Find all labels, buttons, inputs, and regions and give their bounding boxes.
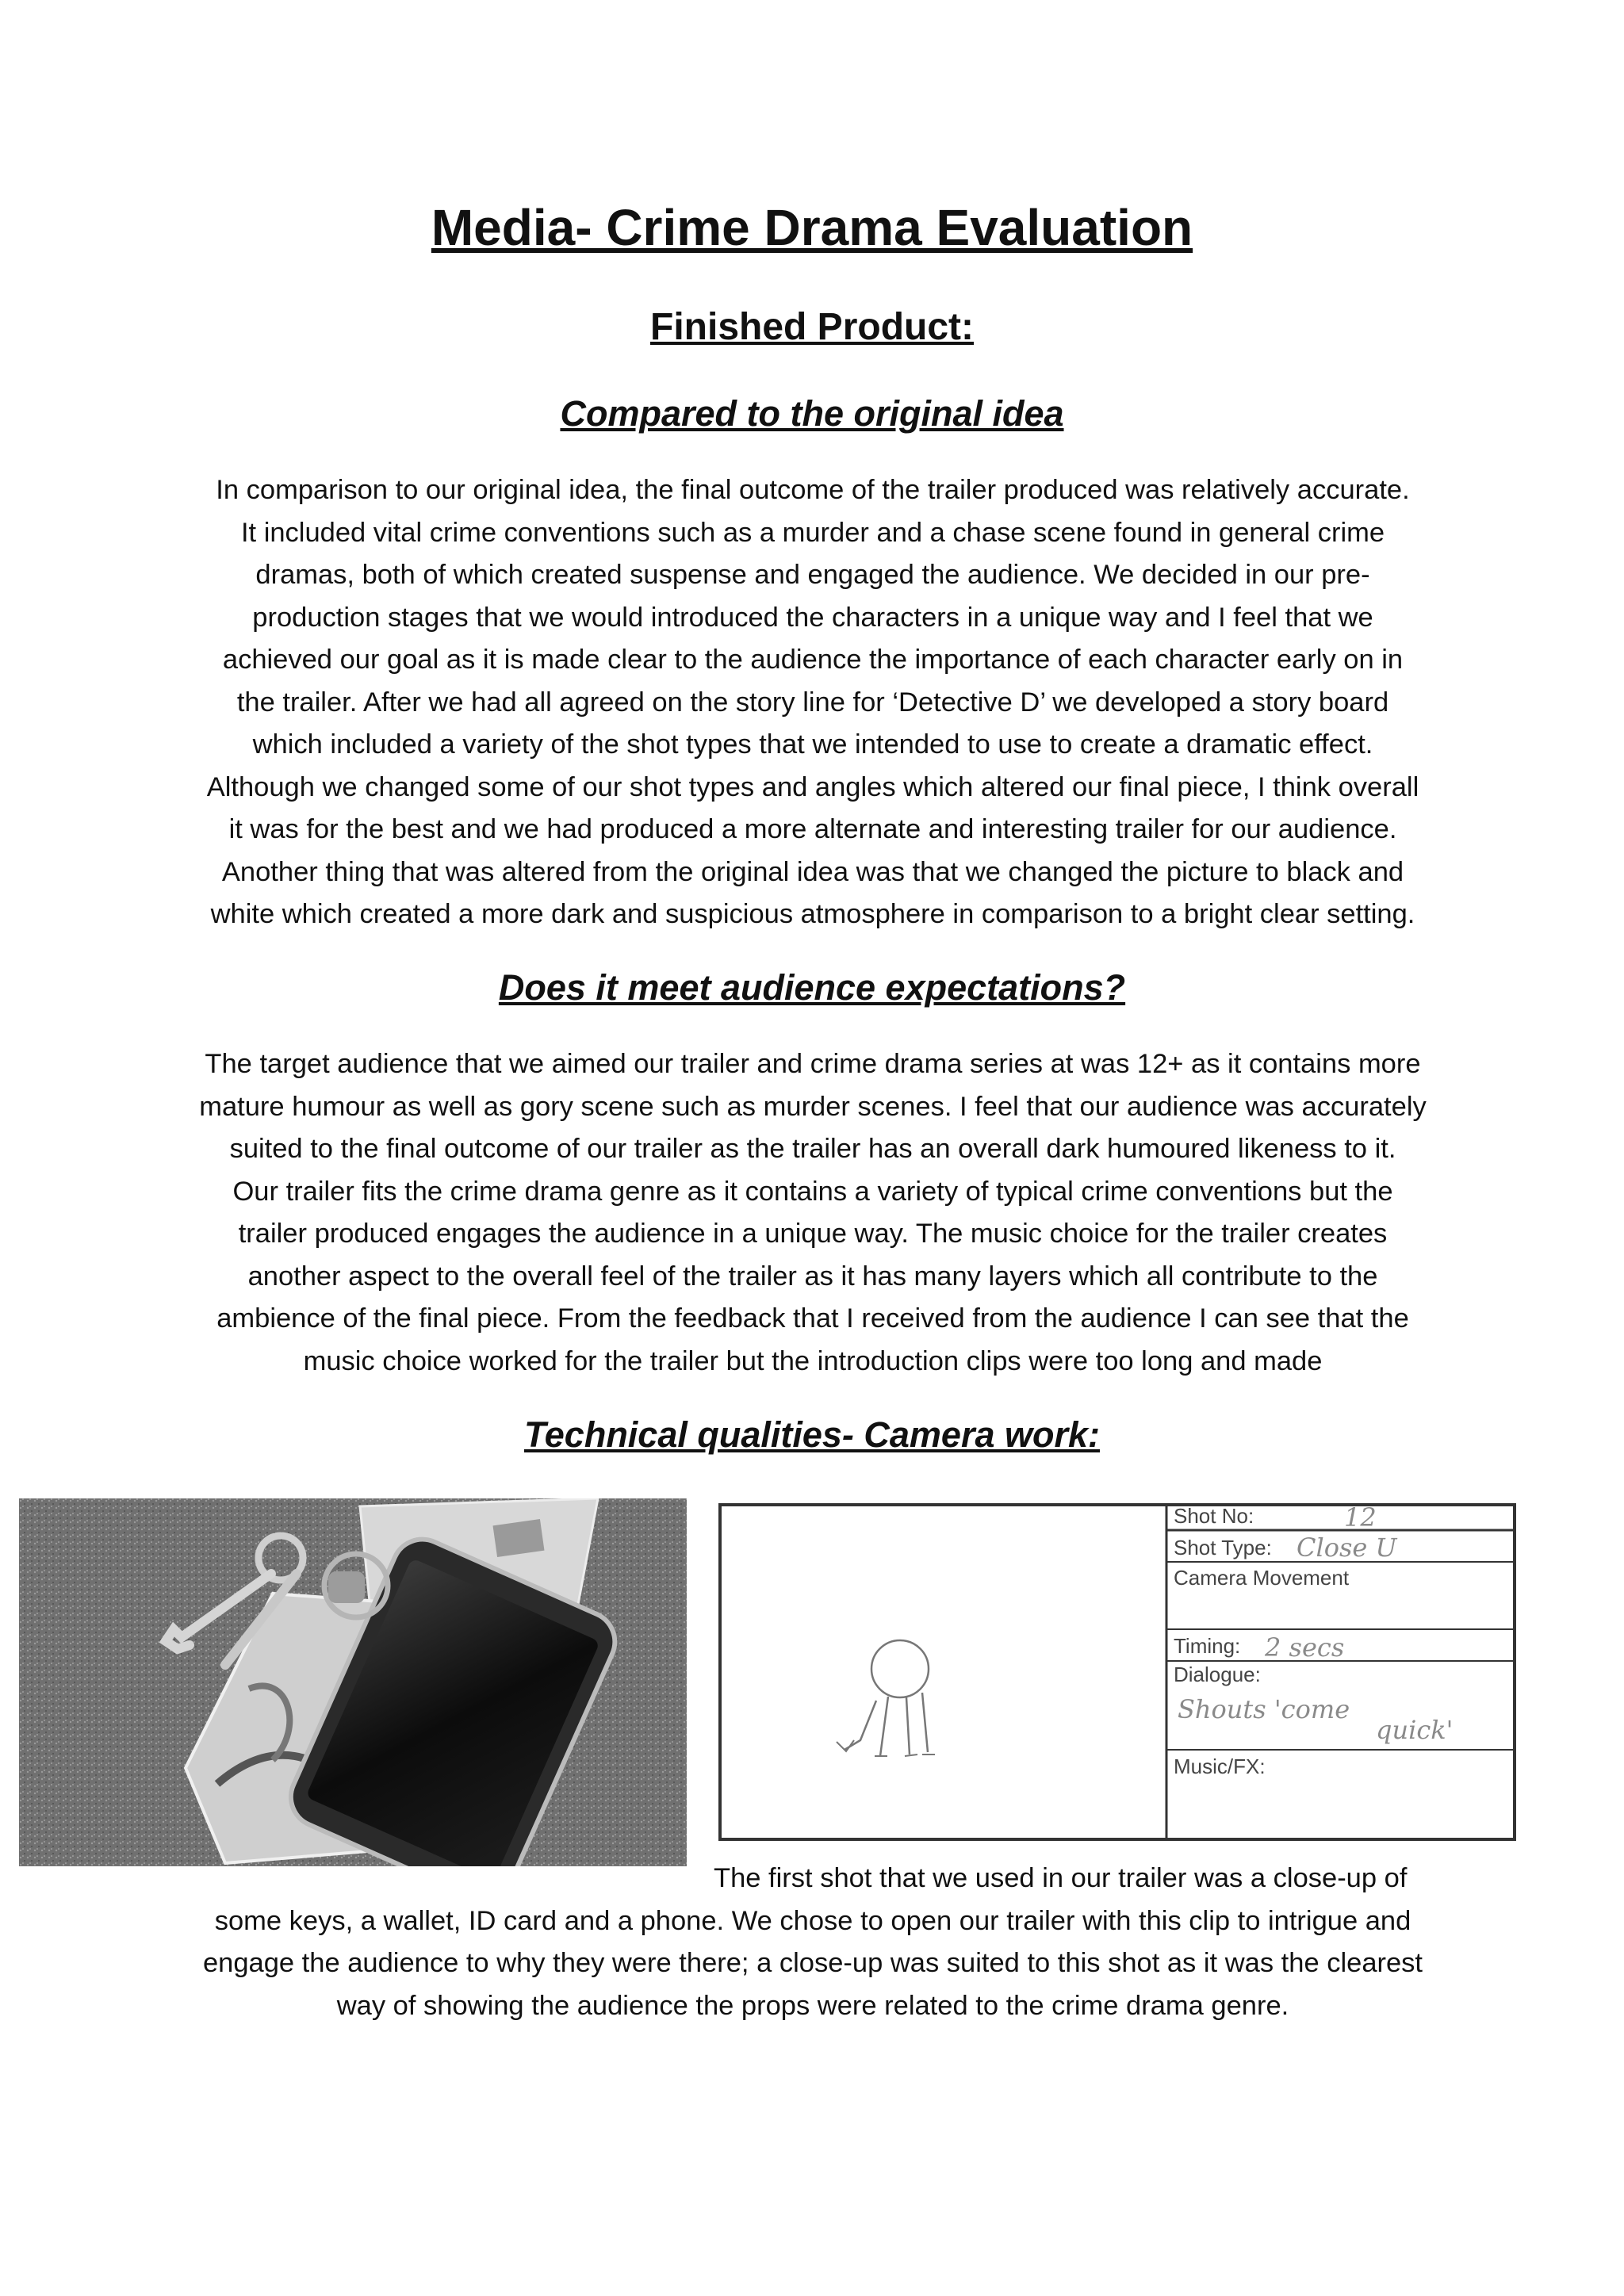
- paragraph-line: The target audience that we aimed our trailer and crime drama series at was 12+ as it contains more: [205, 1049, 1421, 1079]
- paragraph-line: the trailer. After we had all agreed on the story line for ‘Detective D’ we developed a story board: [236, 687, 1389, 718]
- paragraph-line: engage the audience to why they were there; a close-up was suited to this shot as it was the clearest: [202, 1948, 1423, 1978]
- trailer-still-illustration: [19, 1498, 687, 1866]
- paragraph-line: Our trailer fits the crime drama genre as it contains a variety of typical crime conventions but the: [232, 1176, 1393, 1207]
- storyboard-timing-label: Timing:: [1174, 1634, 1241, 1658]
- paragraph-line: trailer produced engages the audience in a unique way. The music choice for the trailer creates: [238, 1219, 1388, 1249]
- section-heading-camera-work: Technical qualities- Camera work:: [523, 1414, 1101, 1455]
- paragraph-line: In comparison to our original idea, the final outcome of the trailer produced was relatively accurate.: [216, 475, 1410, 505]
- paragraph-line: ambience of the final piece. From the feedback that I received from the audience I can see that the: [216, 1303, 1409, 1334]
- paragraph-line: white which created a more dark and suspicious atmosphere in comparison to a bright clear setting.: [210, 899, 1415, 929]
- storyboard-music-fx-label: Music/FX:: [1174, 1755, 1266, 1778]
- paragraph-line: which included a variety of the shot types that we intended to use to create a dramatic effect.: [252, 729, 1373, 760]
- document-title: Media- Crime Drama Evaluation: [431, 199, 1193, 256]
- section-paragraph-audience-expectations: [182, 1043, 1443, 1383]
- paragraph-line: The first shot that we used in our trailer was a close-up of: [714, 1863, 1408, 1893]
- storyboard-panel: [718, 1502, 1519, 1843]
- storyboard-shot-type-value: Close U: [1297, 1533, 1397, 1563]
- document-subtitle: Finished Product:: [650, 306, 974, 348]
- storyboard-shot-no-label: Shot No:: [1174, 1504, 1254, 1528]
- paragraph-line: music choice worked for the trailer but the introduction clips were too long and made: [303, 1345, 1323, 1376]
- paragraph-line: another aspect to the overall feel of the trailer as it has many layers which all contribute to the: [247, 1261, 1378, 1292]
- paragraph-line: Another thing that was altered from the original idea was that we changed the picture to black and: [221, 856, 1404, 887]
- storyboard-illustration: [718, 1502, 1519, 1843]
- storyboard-dialogue-value: Shouts 'come: [1178, 1694, 1350, 1724]
- paragraph-line: achieved our goal as it is made clear to the audience the importance of each character early on in: [222, 645, 1404, 675]
- paragraph-line: mature humour as well as gory scene such as murder scenes. I feel that our audience was accurately: [199, 1091, 1427, 1122]
- paragraph-line: suited to the final outcome of our trailer as the trailer has an overall dark humoured likeness to it.: [229, 1134, 1396, 1164]
- storyboard-camera-movement-label: Camera Movement: [1174, 1566, 1350, 1590]
- section-heading-original-idea: Compared to the original idea: [560, 393, 1064, 434]
- storyboard-timing-value: 2 secs: [1265, 1632, 1345, 1663]
- trailer-still-image: [19, 1498, 687, 1866]
- storyboard-shot-no-value: 12: [1344, 1502, 1377, 1533]
- storyboard-dialogue-label: Dialogue:: [1174, 1663, 1261, 1686]
- paragraph-line: dramas, both of which created suspense and engaged the audience. We decided in our pre-: [255, 560, 1370, 590]
- section-paragraph-original-idea: [182, 469, 1443, 936]
- paragraph-line: some keys, a wallet, ID card and a phone. We chose to open our trailer with this clip to intrigue and: [214, 1905, 1411, 1936]
- section-paragraph-camera-work: [182, 1858, 1443, 2027]
- paragraph-line: Although we changed some of our shot types and angles which altered our final piece, I think overall: [206, 771, 1419, 802]
- section-heading-audience-expectations: Does it meet audience expectations?: [498, 967, 1126, 1008]
- paragraph-line: it was for the best and we had produced a more alternate and interesting trailer for our audience.: [228, 814, 1397, 844]
- storyboard-shot-type-label: Shot Type:: [1174, 1536, 1272, 1559]
- storyboard-dialogue-value-continued: quick': [1376, 1715, 1454, 1745]
- paragraph-line: It included vital crime conventions such as a murder and a chase scene found in general crime: [240, 517, 1385, 548]
- paragraph-line: way of showing the audience the props were related to the crime drama genre.: [336, 1990, 1289, 2021]
- paragraph-line: production stages that we would introduced the characters in a unique way and I feel that we: [252, 602, 1373, 633]
